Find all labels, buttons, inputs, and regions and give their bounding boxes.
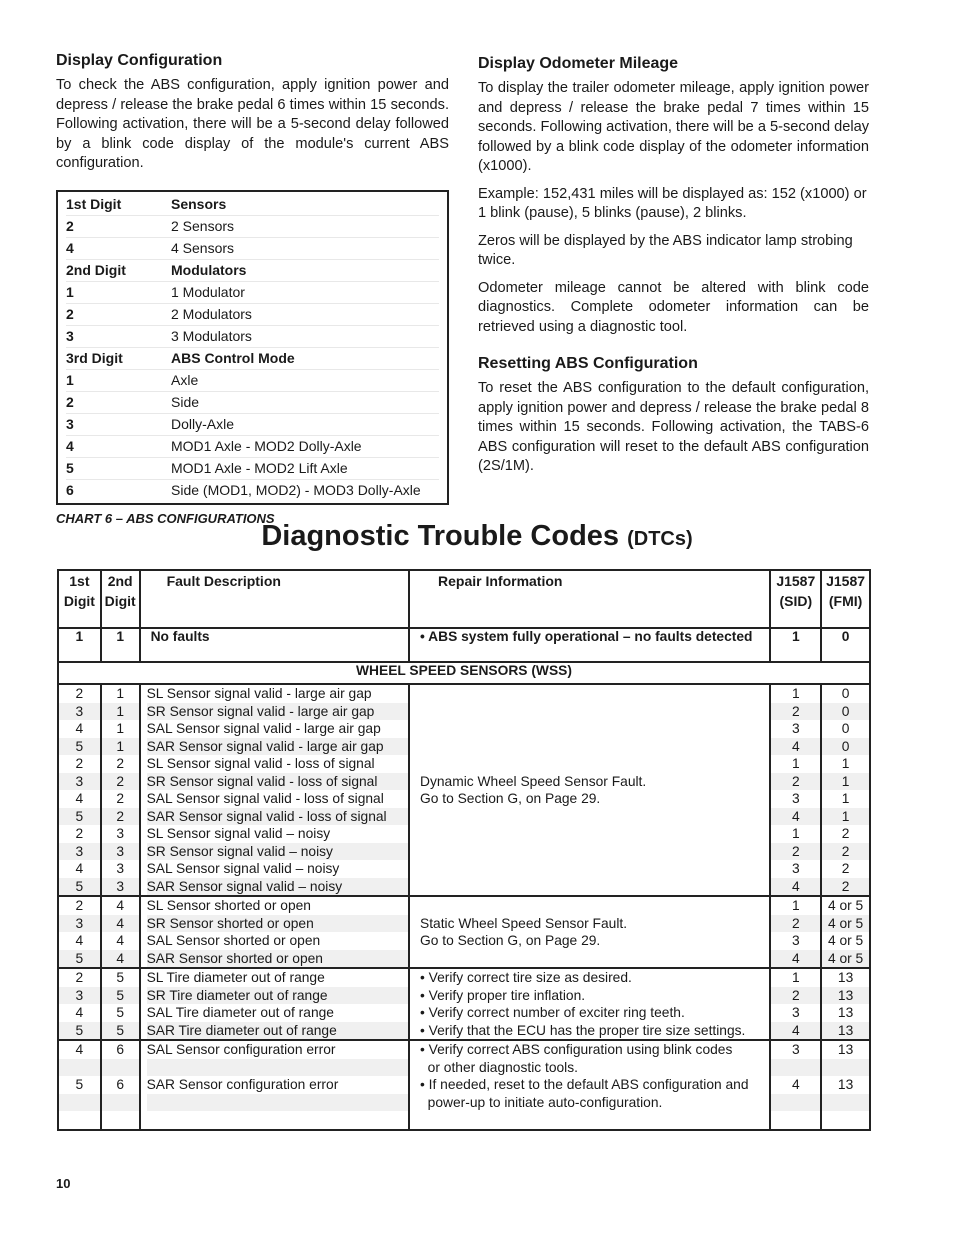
chart-caption: CHART 6 – ABS CONFIGURATIONS: [56, 510, 275, 526]
config-code: 1: [66, 372, 74, 388]
title-main: Diagnostic Trouble Codes: [261, 520, 620, 552]
cell-line: SAL Sensor signal valid - loss of signal: [146, 791, 384, 806]
cell-line: 0: [841, 721, 850, 736]
title-sub: (DTCs): [627, 528, 693, 550]
cell-line: 1: [791, 686, 800, 701]
cell-line: 1: [841, 756, 850, 771]
cell-line: power-up to initiate auto-configuration.: [420, 1094, 663, 1110]
cell-line: 3: [59, 703, 100, 721]
cell-line: 4 or 5: [827, 898, 864, 913]
config-code: 2: [66, 218, 74, 234]
cell-line: [420, 1111, 769, 1129]
cell-line: [420, 703, 769, 721]
cell-line: SAL Sensor shorted or open: [146, 933, 321, 948]
cell-line: 4: [102, 950, 139, 968]
cell-line: [420, 808, 769, 826]
config-code: 5: [66, 460, 74, 476]
cell-digit1: [58, 684, 101, 896]
cell-line: SR Tire diameter out of range: [147, 987, 408, 1005]
cell-digit1: [58, 1040, 101, 1130]
cell-digit2: [101, 1040, 140, 1130]
cell-line: 4: [102, 915, 139, 933]
cell-line: 2: [841, 826, 850, 841]
cell-line: 2: [771, 843, 820, 861]
config-meaning: 1 Modulator: [171, 284, 245, 300]
cell-line: SAL Sensor signal valid - large air gap: [146, 721, 381, 736]
cell-line: 3: [791, 1042, 800, 1057]
cell-line: • Verify correct ABS configuration using blink codes: [420, 1042, 733, 1057]
cell-line: SAR Sensor configuration error: [146, 1077, 339, 1092]
cell-line: 5: [59, 808, 100, 826]
config-meaning: Sensors: [171, 196, 227, 212]
cell-line: 2: [75, 898, 84, 913]
config-meaning: 4 Sensors: [171, 240, 235, 256]
cell-line: 4: [75, 721, 84, 736]
cell-line: or other diagnostic tools.: [420, 1059, 578, 1075]
cell-digit2: [101, 968, 140, 1040]
cell-line: 3: [116, 826, 124, 841]
cell-line: 13: [837, 970, 854, 985]
config-row: [66, 304, 439, 326]
cell-line: [59, 1059, 100, 1077]
config-code: 1st Digit: [66, 196, 122, 212]
cell-line: 5: [116, 1005, 124, 1020]
cell-line: [420, 843, 769, 861]
section-heading: Resetting ABS Configuration: [478, 355, 698, 372]
cell-digit1: [58, 968, 101, 1040]
cell-line: • Verify correct number of exciter ring teeth.: [420, 1005, 685, 1020]
config-meaning: Side (MOD1, MOD2) - MOD3 Dolly-Axle: [171, 482, 421, 498]
cell-line: [420, 878, 769, 896]
config-group-header: [66, 194, 439, 216]
cell-line: [420, 825, 769, 843]
section-label: WHEEL SPEED SENSORS (WSS): [58, 662, 870, 684]
cell-line: 2: [116, 756, 124, 771]
paragraph: To check the ABS configuration, apply ignition power and depress / release the brake pedal 6 times within 15 seconds. Following activation, there will be a 5-second delay followed by a blink code display of the module's current ABS configuration.: [56, 77, 449, 171]
cell-line: 1: [102, 703, 139, 721]
cell-line: • Verify proper tire inflation.: [420, 987, 586, 1003]
cell-line: 0: [841, 686, 850, 701]
cell-line: 4: [771, 808, 820, 826]
cell-line: • Verify correct tire size as desired.: [420, 970, 632, 985]
cell-line: SAR Sensor signal valid – noisy: [147, 878, 408, 896]
page-title: [0, 520, 954, 553]
cell-line: 2: [822, 878, 869, 896]
config-meaning: 2 Sensors: [171, 218, 235, 234]
config-row: [66, 436, 439, 458]
cell-line: 3: [59, 987, 100, 1005]
cell-line: 4 or 5: [827, 933, 864, 948]
cell-line: 5: [116, 970, 124, 985]
section-heading: Display Odometer Mileage: [478, 55, 679, 72]
cell-line: 2: [102, 808, 139, 826]
cell-line: 4: [116, 898, 124, 913]
config-group-header: [66, 260, 439, 282]
cell-line: 4: [771, 1022, 820, 1040]
cell-line: 1: [102, 738, 139, 756]
cell-line: 1: [791, 756, 800, 771]
cell-line: 5: [59, 950, 100, 968]
section-heading: Display Configuration: [56, 52, 223, 69]
cell-line: 13: [837, 1077, 854, 1092]
cell-line: 3: [59, 915, 100, 933]
cell-line: 1: [116, 686, 124, 701]
cell-line: SR Sensor signal valid - loss of signal: [147, 773, 408, 791]
cell-line: SAR Sensor signal valid - loss of signal: [147, 808, 408, 826]
cell-line: 3: [102, 878, 139, 896]
cell-line: [420, 738, 769, 756]
config-code: 2: [66, 394, 74, 410]
cell-repair: [409, 684, 770, 896]
cell-line: 1: [116, 721, 124, 736]
cell-line: 0: [822, 738, 869, 756]
cell-line: SAR Sensor signal valid - large air gap: [147, 738, 408, 756]
paragraph: Odometer mileage cannot be altered with blink code diagnostics. Complete odometer information can be retrieved using a diagnostic tool.: [478, 279, 869, 335]
cell-line: 3: [791, 1005, 800, 1020]
config-row: [66, 282, 439, 304]
cell-digit2: [101, 684, 140, 896]
cell-line: • If needed, reset to the default ABS configuration and: [420, 1077, 749, 1092]
cell-line: 4: [75, 791, 84, 806]
cell-line: SAR Sensor shorted or open: [147, 950, 408, 968]
dtc-table: [57, 569, 871, 1131]
cell-line: 4: [771, 878, 820, 896]
odometer-section: [478, 55, 869, 485]
cell-line: 13: [837, 1005, 854, 1020]
cell-line: 4: [791, 1077, 800, 1092]
cell-line: 13: [822, 987, 869, 1005]
cell-line: SL Sensor signal valid – noisy: [146, 826, 331, 841]
cell-line: [59, 1094, 100, 1112]
cell-line: 1: [791, 826, 800, 841]
cell-fmi: [821, 896, 870, 968]
cell-digit1: 1: [58, 628, 101, 662]
cell-line: SR Sensor signal valid – noisy: [147, 843, 408, 861]
cell-line: 2: [75, 756, 84, 771]
cell-line: 5: [75, 1077, 84, 1092]
config-row: [66, 370, 439, 392]
cell-line: [420, 897, 769, 915]
header-sid: J1587 (SID): [770, 570, 821, 628]
cell-line: 2: [771, 773, 820, 791]
cell-line: 13: [837, 1042, 854, 1057]
config-group-header: [66, 348, 439, 370]
cell-repair: • ABS system fully operational – no faults detected: [409, 628, 770, 662]
dtc-group: [58, 1040, 870, 1130]
cell-fault: [140, 684, 409, 896]
cell-line: 4 or 5: [822, 915, 869, 933]
config-meaning: Dolly-Axle: [171, 416, 235, 432]
cell-sid: [770, 684, 821, 896]
cell-line: 2: [771, 703, 820, 721]
config-code: 4: [66, 240, 74, 256]
no-faults-row: [58, 628, 870, 662]
cell-line: [822, 1059, 869, 1077]
cell-line: [147, 1059, 408, 1077]
cell-line: 1: [822, 808, 869, 826]
cell-line: 4: [116, 933, 124, 948]
config-row: [66, 326, 439, 348]
cell-line: SAR Tire diameter out of range: [147, 1022, 408, 1040]
config-code: 3rd Digit: [66, 350, 123, 366]
cell-line: [59, 1111, 100, 1129]
page-number: 10: [56, 1176, 71, 1191]
cell-line: 2: [116, 791, 124, 806]
cell-line: 4: [75, 861, 84, 876]
cell-line: 4: [771, 950, 820, 968]
config-row: [66, 458, 439, 480]
config-code: 3: [66, 416, 74, 432]
cell-line: SL Sensor signal valid - loss of signal: [146, 756, 375, 771]
cell-line: SAL Sensor signal valid – noisy: [146, 861, 340, 876]
cell-line: 6: [116, 1077, 124, 1092]
cell-line: 2: [102, 773, 139, 791]
paragraph: To reset the ABS configuration to the default configuration, apply ignition power and depress / release the brake pedal 8 times within 15 seconds. Following activation, the TABS-6 ABS configuration will reset to the default ABS configuration (2S/1M).: [478, 380, 869, 474]
cell-line: 2: [841, 861, 850, 876]
header-fault-description: Fault Description: [140, 570, 409, 628]
cell-repair: [409, 968, 770, 1040]
cell-line: 3: [102, 843, 139, 861]
cell-line: 1: [841, 791, 850, 806]
cell-line: [771, 1094, 820, 1112]
cell-line: 3: [59, 843, 100, 861]
cell-repair: [409, 896, 770, 968]
cell-line: • Verify that the ECU has the proper tire size settings.: [420, 1022, 746, 1038]
config-row: [66, 480, 439, 501]
header-1st-digit: 1st Digit: [58, 570, 101, 628]
cell-line: 1: [791, 970, 800, 985]
cell-repair: [409, 1040, 770, 1130]
config-meaning: ABS Control Mode: [171, 350, 295, 366]
section-row: [58, 662, 870, 684]
cell-line: 5: [102, 1022, 139, 1040]
cell-fmi: [821, 684, 870, 896]
cell-line: 4: [75, 1042, 84, 1057]
cell-line: 4 or 5: [822, 950, 869, 968]
cell-fault: No faults: [140, 628, 409, 662]
cell-line: 2: [75, 826, 84, 841]
cell-line: 0: [822, 703, 869, 721]
cell-line: 4: [75, 1005, 84, 1020]
paragraph: To display the trailer odometer mileage, apply ignition power and depress / release the brake pedal 7 times within 15 seconds. Following activation, there will be a 5-second delay followed by a blink code display of the odometer information (x1000).: [478, 80, 870, 174]
paragraph: Zeros will be displayed by the ABS indicator lamp strobing twice.: [478, 232, 853, 268]
cell-fault: [140, 896, 409, 968]
cell-line: 2: [771, 915, 820, 933]
cell-sid: [770, 1040, 821, 1130]
cell-line: 4: [75, 933, 84, 948]
config-code: 3: [66, 328, 74, 344]
cell-line: 1: [822, 773, 869, 791]
cell-line: SAL Sensor configuration error: [146, 1042, 336, 1057]
display-configuration-section: [56, 52, 449, 526]
cell-line: 5: [59, 1022, 100, 1040]
config-meaning: MOD1 Axle - MOD2 Dolly-Axle: [171, 438, 362, 454]
cell-line: 2: [75, 970, 84, 985]
cell-line: [420, 950, 769, 968]
cell-line: 3: [116, 861, 124, 876]
dtc-group: [58, 896, 870, 968]
cell-fmi: 0: [821, 628, 870, 662]
config-meaning: Axle: [171, 372, 199, 388]
header-repair-information: Repair Information: [409, 570, 770, 628]
config-row: [66, 392, 439, 414]
cell-line: [102, 1059, 139, 1077]
cell-digit2: 1: [101, 628, 140, 662]
dtc-group: [58, 968, 870, 1040]
cell-line: 13: [822, 1022, 869, 1040]
cell-line: 5: [59, 738, 100, 756]
cell-line: Go to Section G, on Page 29.: [420, 933, 601, 948]
cell-fault: [140, 1040, 409, 1130]
cell-line: [420, 720, 769, 738]
cell-line: 3: [791, 791, 800, 806]
cell-line: [420, 860, 769, 878]
dtc-group: [58, 684, 870, 896]
cell-line: Go to Section G, on Page 29.: [420, 791, 601, 806]
cell-line: [771, 1059, 820, 1077]
cell-line: 3: [791, 933, 800, 948]
config-row: [66, 216, 439, 238]
cell-digit2: [101, 896, 140, 968]
cell-line: SL Sensor shorted or open: [146, 898, 311, 913]
cell-sid: [770, 968, 821, 1040]
cell-line: [420, 685, 769, 703]
cell-line: 3: [59, 773, 100, 791]
cell-line: SR Sensor signal valid - large air gap: [147, 703, 408, 721]
cell-line: Static Wheel Speed Sensor Fault.: [420, 915, 628, 931]
cell-line: 6: [116, 1042, 124, 1057]
cell-line: 3: [791, 861, 800, 876]
config-code: 4: [66, 438, 74, 454]
cell-fmi: [821, 1040, 870, 1130]
header-fmi: J1587 (FMI): [821, 570, 870, 628]
config-meaning: 2 Modulators: [171, 306, 252, 322]
cell-line: 4: [771, 738, 820, 756]
cell-sid: [770, 896, 821, 968]
cell-line: 3: [791, 721, 800, 736]
cell-line: [147, 1094, 408, 1112]
cell-line: 2: [822, 843, 869, 861]
config-code: 6: [66, 482, 74, 498]
cell-line: [771, 1111, 820, 1129]
config-code: 2: [66, 306, 74, 322]
cell-line: SR Sensor shorted or open: [147, 915, 408, 933]
cell-line: [822, 1111, 869, 1129]
cell-line: 5: [59, 878, 100, 896]
config-code: 2nd Digit: [66, 262, 126, 278]
cell-line: 1: [791, 898, 800, 913]
cell-line: Dynamic Wheel Speed Sensor Fault.: [420, 773, 647, 789]
cell-sid: 1: [770, 628, 821, 662]
cell-line: 2: [771, 987, 820, 1005]
config-meaning: Side: [171, 394, 200, 410]
cell-line: 2: [75, 686, 84, 701]
cell-line: [420, 755, 769, 773]
cell-fmi: [821, 968, 870, 1040]
cell-line: SL Tire diameter out of range: [146, 970, 325, 985]
cell-line: [822, 1094, 869, 1112]
header-2nd-digit: 2nd Digit: [101, 570, 140, 628]
config-row: [66, 414, 439, 436]
config-meaning: 3 Modulators: [171, 328, 252, 344]
cell-line: SAL Tire diameter out of range: [146, 1005, 334, 1020]
cell-fault: [140, 968, 409, 1040]
cell-line: [102, 1094, 139, 1112]
config-code: 1: [66, 284, 74, 300]
cell-line: SL Sensor signal valid - large air gap: [146, 686, 372, 701]
config-meaning: Modulators: [171, 262, 247, 278]
config-meaning: MOD1 Axle - MOD2 Lift Axle: [171, 460, 348, 476]
cell-line: [147, 1111, 408, 1129]
cell-line: 5: [102, 987, 139, 1005]
cell-line: [102, 1111, 139, 1129]
cell-digit1: [58, 896, 101, 968]
abs-configuration-chart: [56, 190, 449, 505]
paragraph: Example: 152,431 miles will be displayed as: 152 (x1000) or 1 blink (pause), 5 blinks (pause), 2 blinks.: [478, 185, 867, 221]
config-row: [66, 238, 439, 260]
